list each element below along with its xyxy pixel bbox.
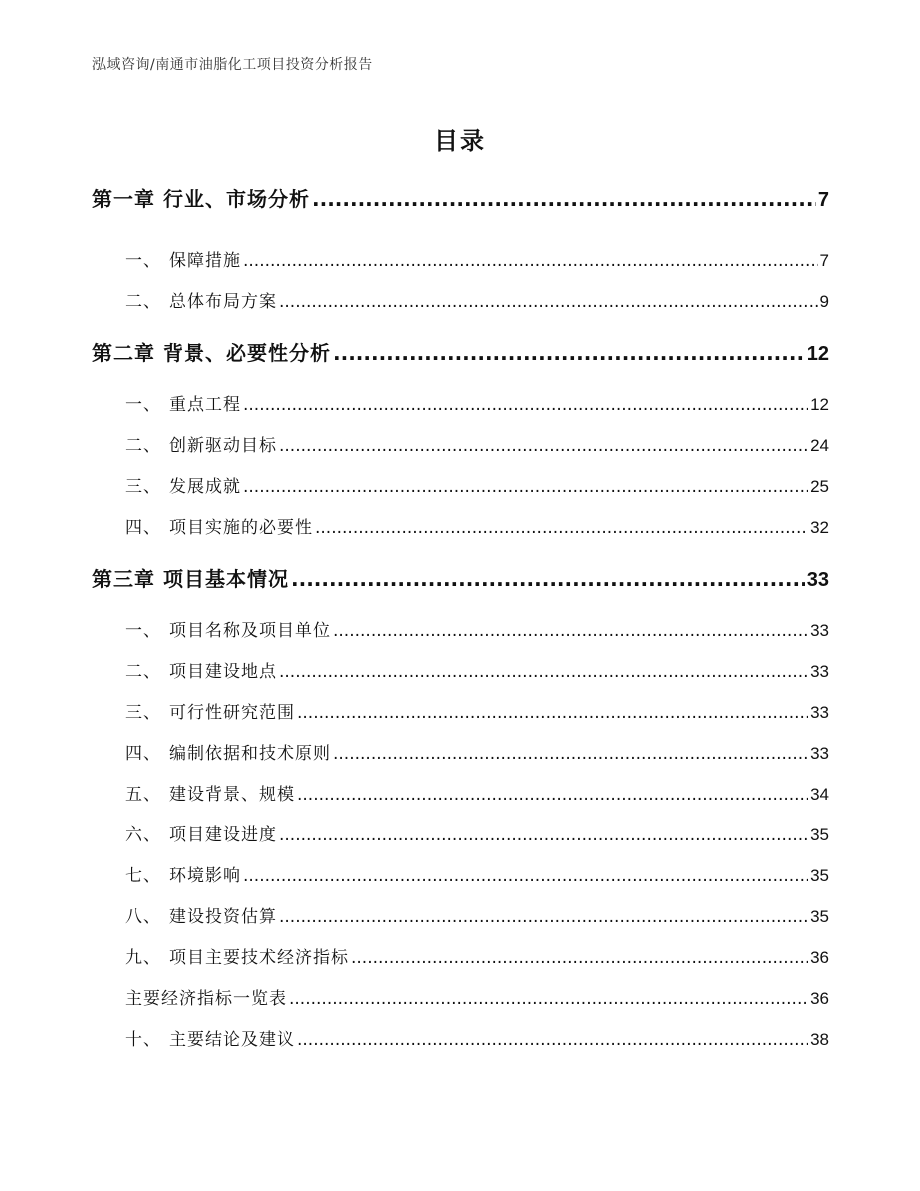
toc-text: 行业、市场分析	[163, 187, 310, 211]
toc-section[interactable]	[125, 246, 829, 270]
toc-number: 八、	[125, 907, 161, 927]
toc-text: 项目实施的必要性	[169, 518, 313, 538]
dot-leader	[333, 341, 805, 365]
toc-section[interactable]	[125, 616, 829, 640]
toc-number: 第三章	[92, 567, 155, 591]
dot-leader	[315, 518, 808, 538]
dot-leader	[243, 866, 808, 886]
toc-chapter-1[interactable]	[92, 183, 829, 211]
toc-text: 主要经济指标一览表	[125, 989, 287, 1009]
toc-page-number: 38	[810, 1030, 829, 1049]
dot-leader	[243, 477, 808, 497]
toc-section[interactable]	[125, 657, 829, 681]
toc-title: 目录	[434, 127, 486, 155]
toc-section[interactable]	[125, 472, 829, 496]
toc-text: 项目主要技术经济指标	[169, 948, 349, 968]
dot-leader	[279, 662, 808, 682]
toc-page-number: 12	[806, 343, 829, 365]
dot-leader	[351, 948, 808, 968]
running-header: 泓域咨询/南通市油脂化工项目投资分析报告	[92, 57, 373, 73]
toc-number: 七、	[125, 866, 161, 886]
dot-leader	[297, 785, 808, 805]
toc-section[interactable]	[125, 390, 829, 414]
toc-text: 编制依据和技术原则	[169, 744, 331, 764]
toc-page-number: 36	[810, 989, 829, 1008]
toc-number: 五、	[125, 785, 161, 805]
toc-number: 四、	[125, 518, 161, 538]
toc-text: 项目建设进度	[169, 825, 277, 845]
toc-number: 第二章	[92, 341, 155, 365]
toc-page-number: 25	[810, 477, 829, 496]
toc-text: 环境影响	[169, 866, 241, 886]
toc-page-number: 35	[810, 866, 829, 885]
toc-chapter-2[interactable]	[92, 337, 829, 365]
toc-text: 发展成就	[169, 477, 241, 497]
toc-page-number: 33	[810, 703, 829, 722]
toc-text: 保障措施	[169, 251, 241, 271]
toc-number: 二、	[125, 662, 161, 682]
toc-section[interactable]	[125, 984, 829, 1008]
toc-section[interactable]	[125, 287, 829, 311]
dot-leader	[279, 436, 808, 456]
toc-page-number: 34	[810, 785, 829, 804]
toc-section[interactable]	[125, 902, 829, 926]
toc-page-number: 7	[819, 251, 829, 270]
toc-section[interactable]	[125, 739, 829, 763]
toc-page-number: 33	[810, 662, 829, 681]
toc-number: 六、	[125, 825, 161, 845]
toc-chapter-3[interactable]	[92, 563, 829, 591]
toc-section[interactable]	[125, 431, 829, 455]
dot-leader	[297, 1030, 808, 1050]
toc-section[interactable]	[125, 698, 829, 722]
toc-section[interactable]	[125, 513, 829, 537]
toc-page-number: 35	[810, 907, 829, 926]
toc-text: 建设背景、规模	[169, 785, 295, 805]
toc-text: 可行性研究范围	[169, 703, 295, 723]
toc-text: 背景、必要性分析	[163, 341, 331, 365]
toc-number: 四、	[125, 744, 161, 764]
toc-number: 三、	[125, 703, 161, 723]
toc-number: 一、	[125, 251, 161, 271]
toc-page-number: 7	[817, 189, 829, 211]
dot-leader	[312, 187, 816, 211]
toc-page-number: 35	[810, 825, 829, 844]
dot-leader	[289, 989, 808, 1009]
dot-leader	[243, 395, 808, 415]
toc-page-number: 33	[810, 744, 829, 763]
toc-text: 项目建设地点	[169, 662, 277, 682]
toc-page-number: 9	[819, 292, 829, 311]
toc-number: 三、	[125, 477, 161, 497]
toc-page-number: 32	[810, 518, 829, 537]
toc-number: 九、	[125, 948, 161, 968]
toc-section[interactable]	[125, 943, 829, 967]
toc-number: 二、	[125, 292, 161, 312]
toc-section[interactable]	[125, 1025, 829, 1049]
toc-text: 项目名称及项目单位	[169, 621, 331, 641]
toc-text: 建设投资估算	[169, 907, 277, 927]
dot-leader	[243, 251, 818, 271]
toc-number: 一、	[125, 395, 161, 415]
toc-number: 二、	[125, 436, 161, 456]
toc-text: 项目基本情况	[163, 567, 289, 591]
toc-page-number: 36	[810, 948, 829, 967]
toc-page-number: 24	[810, 436, 829, 455]
dot-leader	[279, 292, 818, 312]
toc-section[interactable]	[125, 780, 829, 804]
dot-leader	[297, 703, 808, 723]
toc-text: 创新驱动目标	[169, 436, 277, 456]
dot-leader	[279, 907, 808, 927]
toc-section[interactable]	[125, 861, 829, 885]
dot-leader	[333, 621, 808, 641]
dot-leader	[291, 567, 805, 591]
toc-number: 第一章	[92, 187, 155, 211]
toc-page-number: 12	[810, 395, 829, 414]
toc-number: 一、	[125, 621, 161, 641]
toc-number: 十、	[125, 1030, 161, 1050]
toc-text: 重点工程	[169, 395, 241, 415]
toc-text: 总体布局方案	[169, 292, 277, 312]
toc-section[interactable]	[125, 820, 829, 844]
toc-page-number: 33	[810, 621, 829, 640]
dot-leader	[333, 744, 808, 764]
toc-page-number: 33	[806, 569, 829, 591]
dot-leader	[279, 825, 808, 845]
toc-text: 主要结论及建议	[169, 1030, 295, 1050]
